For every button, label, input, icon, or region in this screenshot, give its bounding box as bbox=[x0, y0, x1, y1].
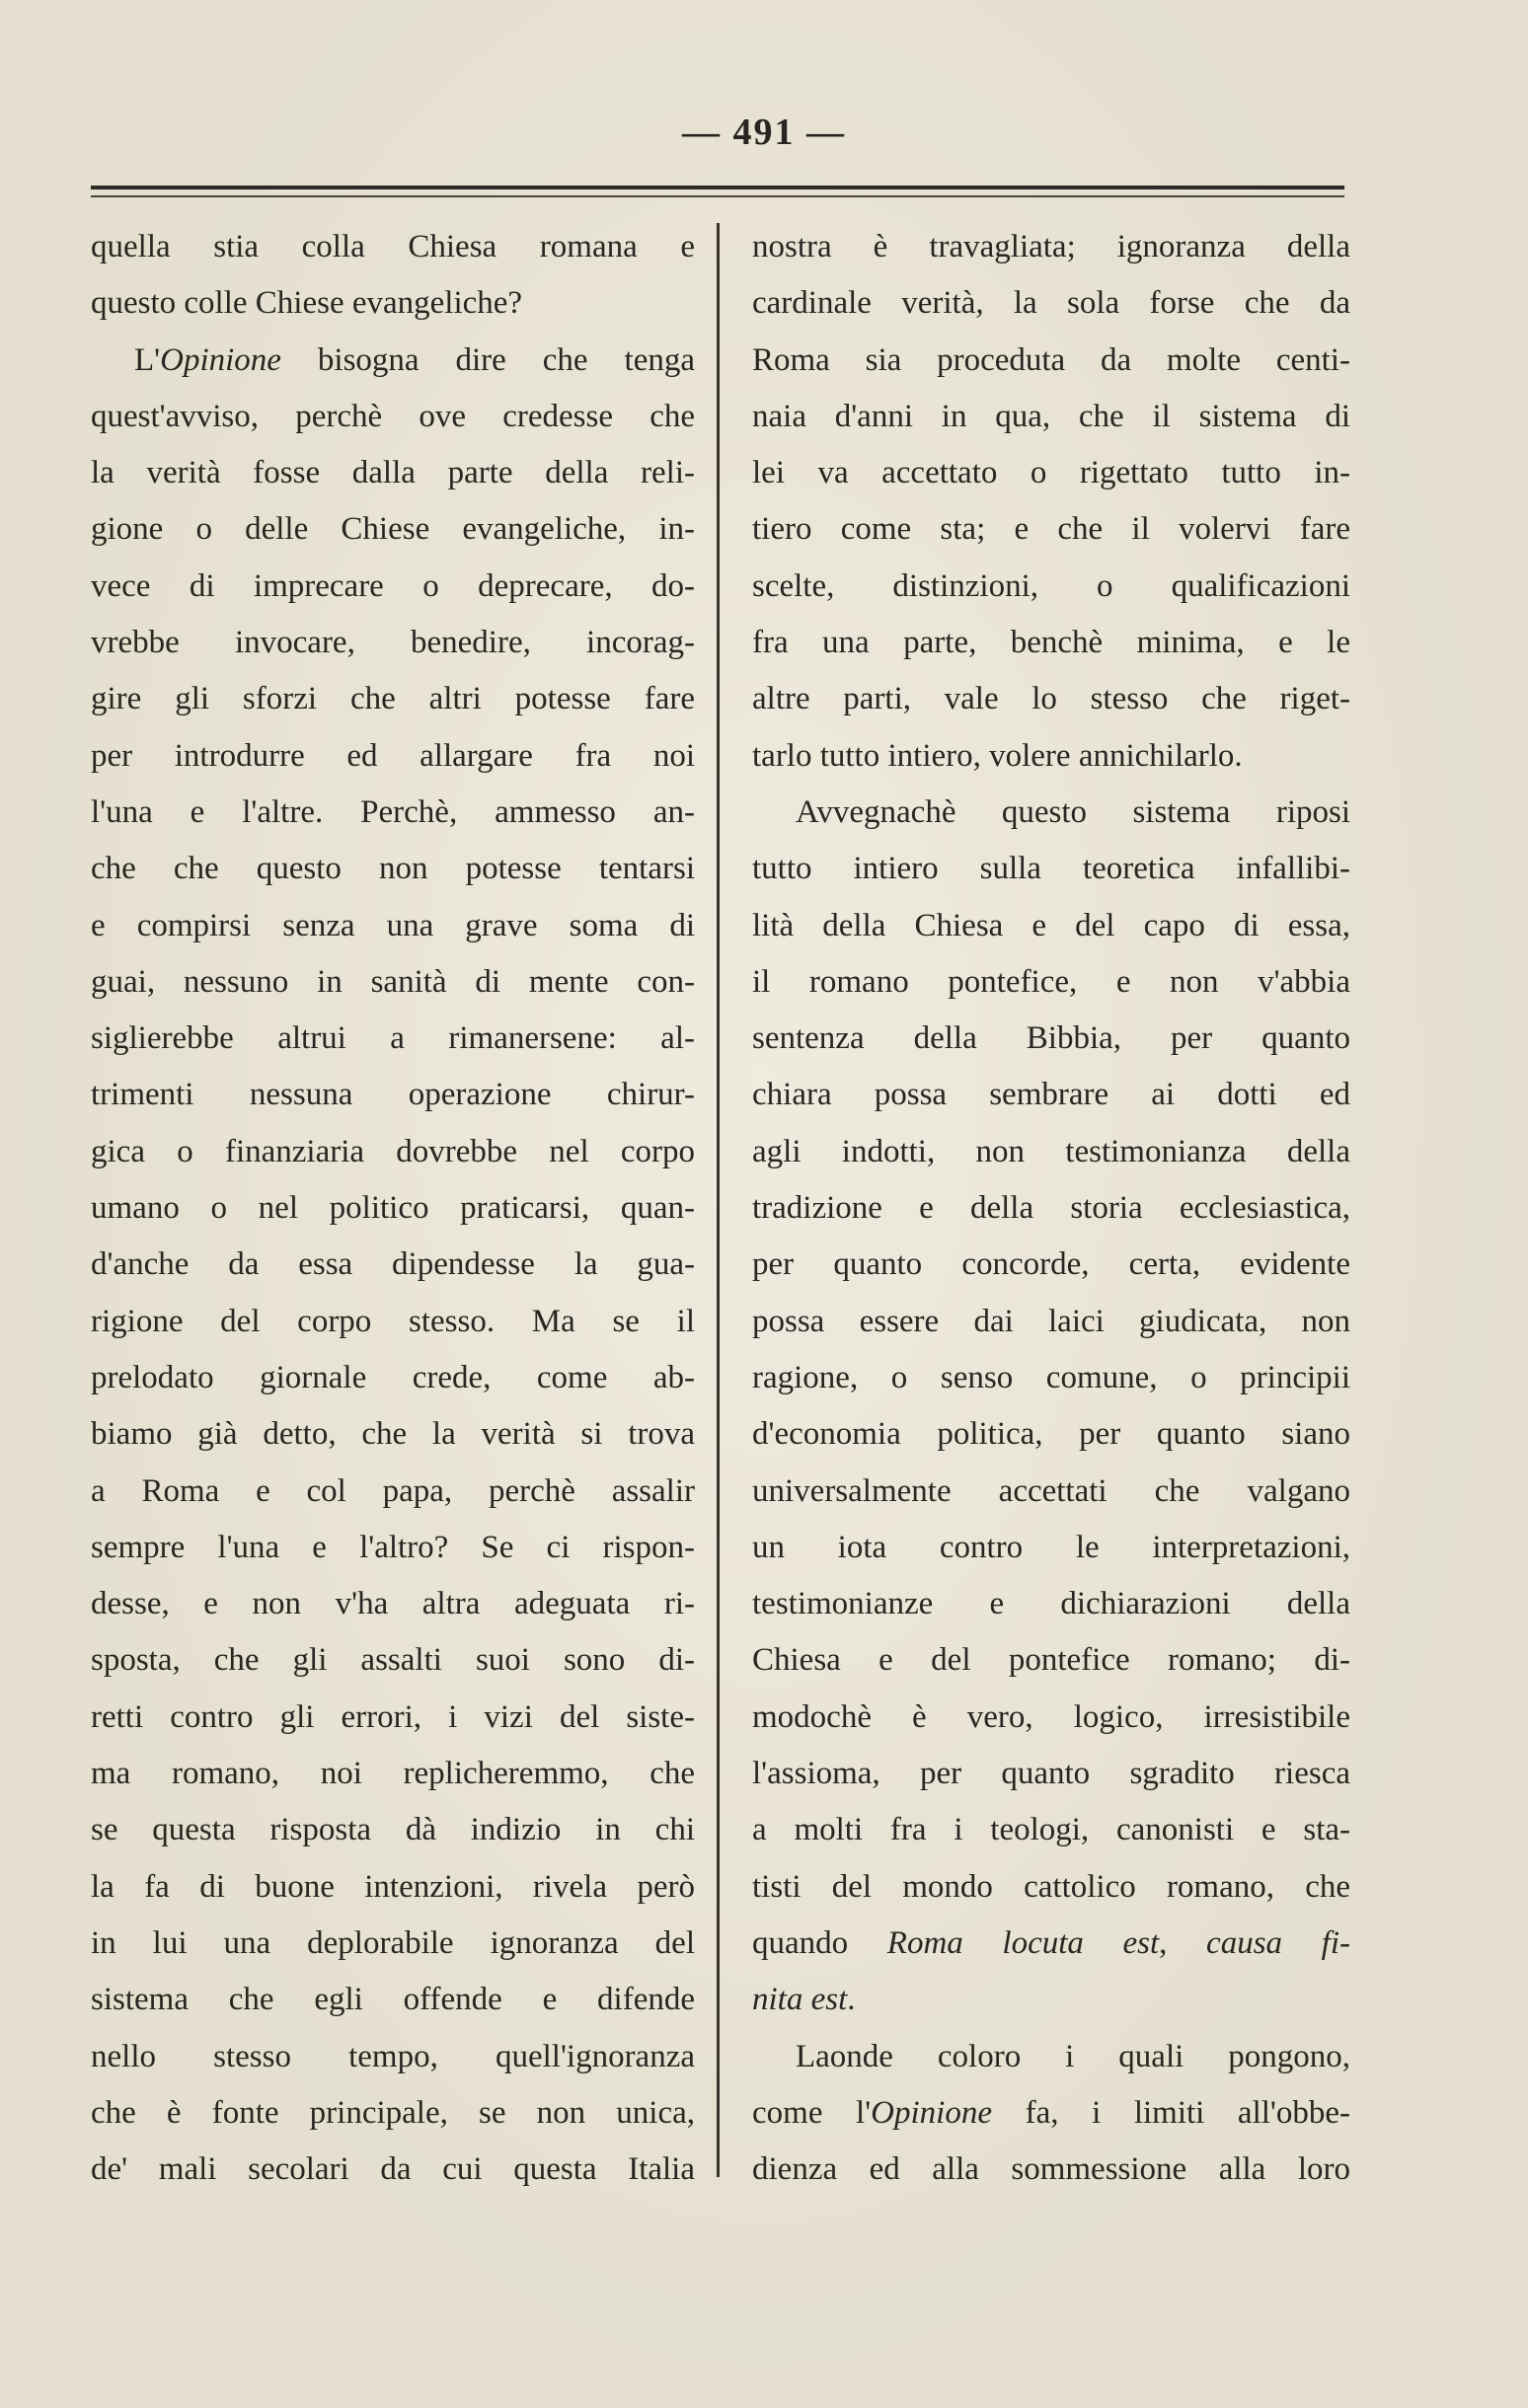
text-segment: sempre l'una e l'altro? Se ci rispon- bbox=[91, 1529, 695, 1565]
text-segment: biamo già detto, che la verità si trova bbox=[91, 1416, 695, 1453]
text-line bbox=[91, 1067, 695, 1123]
text-line bbox=[752, 1972, 1350, 2028]
text-line bbox=[91, 1124, 695, 1180]
text-line bbox=[91, 1916, 695, 1972]
text-segment: testimonianze e dichiarazioni della bbox=[752, 1586, 1350, 1622]
left-column bbox=[91, 219, 695, 2198]
text-segment: L' bbox=[134, 341, 161, 378]
text-segment: fa, i limiti all'obbe- bbox=[992, 2094, 1350, 2131]
text-segment: Avvegnachè questo sistema riposi bbox=[796, 793, 1350, 830]
text-line bbox=[752, 275, 1350, 332]
text-line bbox=[752, 2142, 1350, 2198]
text-line bbox=[752, 1011, 1350, 1067]
text-segment: tiero come sta; e che il volervi fare bbox=[752, 511, 1350, 548]
text-segment: naia d'anni in qua, che il sistema di bbox=[752, 398, 1350, 434]
text-segment: d'anche da essa dipendesse la gua- bbox=[91, 1246, 695, 1283]
text-line bbox=[752, 785, 1350, 841]
text-line bbox=[91, 559, 695, 615]
text-line bbox=[752, 1859, 1350, 1916]
text-segment: che è fonte principale, se non unica, bbox=[91, 2094, 695, 2131]
text-line bbox=[752, 898, 1350, 954]
text-line bbox=[91, 1464, 695, 1520]
text-segment: bisogna dire che tenga bbox=[280, 341, 695, 378]
text-line bbox=[752, 445, 1350, 501]
text-segment: sistema che egli offende e difende bbox=[91, 1982, 695, 2018]
text-segment: d'economia politica, per quanto siano bbox=[752, 1416, 1350, 1453]
text-line bbox=[91, 1294, 695, 1350]
text-line bbox=[91, 1632, 695, 1689]
text-segment: quando bbox=[752, 1924, 887, 1961]
text-line bbox=[752, 1406, 1350, 1463]
text-line bbox=[752, 1746, 1350, 1802]
right-column bbox=[752, 219, 1350, 2198]
text-line bbox=[91, 275, 695, 332]
text-line bbox=[91, 1406, 695, 1463]
text-line bbox=[91, 1350, 695, 1406]
text-line bbox=[752, 333, 1350, 389]
text-segment: retti contro gli errori, i vizi del siste- bbox=[91, 1698, 695, 1735]
text-line bbox=[91, 1011, 695, 1067]
text-segment: come l' bbox=[752, 2094, 872, 2131]
text-segment: lità della Chiesa e del capo di essa, bbox=[752, 907, 1350, 943]
text-segment: quella stia colla Chiesa romana e bbox=[91, 229, 695, 264]
text-segment: tradizione e della storia ecclesiastica, bbox=[752, 1190, 1350, 1227]
text-segment: dienza ed alla sommessione alla loro bbox=[752, 2151, 1350, 2188]
text-segment: altre parti, vale lo stesso che riget- bbox=[752, 681, 1350, 717]
text-line bbox=[752, 728, 1350, 785]
text-segment: prelodato giornale crede, come ab- bbox=[91, 1359, 695, 1395]
text-line bbox=[91, 1972, 695, 2028]
italic-text: causa fi- bbox=[1206, 1924, 1350, 1961]
text-segment: agli indotti, non testimonianza della bbox=[752, 1133, 1350, 1169]
text-line bbox=[752, 954, 1350, 1011]
text-line bbox=[752, 615, 1350, 671]
text-segment: possa essere dai laici giudicata, non bbox=[752, 1303, 1350, 1339]
text-line bbox=[752, 1520, 1350, 1576]
text-line bbox=[91, 728, 695, 785]
page-number: — 491 — bbox=[682, 112, 846, 153]
text-line bbox=[752, 1916, 1350, 1972]
text-segment: ragione, o senso comune, o principii bbox=[752, 1359, 1350, 1395]
text-line bbox=[752, 2029, 1350, 2085]
text-line bbox=[91, 219, 695, 275]
text-segment: trimenti nessuna operazione chirur- bbox=[91, 1077, 695, 1113]
text-line bbox=[752, 1124, 1350, 1180]
italic-text: Roma locuta est bbox=[886, 1924, 1160, 1961]
text-line bbox=[752, 1180, 1350, 1237]
text-segment: chiara possa sembrare ai dotti ed bbox=[752, 1077, 1350, 1113]
text-line bbox=[91, 1576, 695, 1632]
text-segment: nello stesso tempo, quell'ignoranza bbox=[91, 2038, 695, 2074]
text-line bbox=[91, 841, 695, 897]
text-line bbox=[752, 1294, 1350, 1350]
text-segment: tisti del mondo cattolico romano, che bbox=[752, 1868, 1350, 1905]
text-line bbox=[91, 2142, 695, 2198]
text-line bbox=[752, 1067, 1350, 1123]
text-segment: che che questo non potesse tentarsi bbox=[91, 851, 695, 887]
text-segment: siglierebbe altrui a rimanersene: al- bbox=[91, 1020, 695, 1057]
text-segment: rigione del corpo stesso. Ma se il bbox=[91, 1303, 695, 1339]
text-segment: il romano pontefice, e non v'abbia bbox=[752, 963, 1350, 1000]
text-segment: lei va accettato o rigettato tutto in- bbox=[752, 455, 1350, 491]
text-line bbox=[752, 501, 1350, 558]
text-segment: nostra è travagliata; ignoranza della bbox=[752, 229, 1350, 264]
text-line bbox=[752, 2085, 1350, 2142]
text-segment: tarlo tutto intiero, volere annichilarlo. bbox=[752, 737, 1243, 774]
text-line bbox=[91, 1520, 695, 1576]
text-line bbox=[91, 1180, 695, 1237]
text-line bbox=[752, 1632, 1350, 1689]
text-line bbox=[91, 2085, 695, 2142]
text-segment: a Roma e col papa, perchè assalir bbox=[91, 1472, 695, 1509]
text-segment: umano o nel politico praticarsi, quan- bbox=[91, 1190, 695, 1227]
header-rule-thick bbox=[91, 186, 1344, 189]
italic-text: Opinione bbox=[871, 2094, 992, 2131]
text-line bbox=[91, 671, 695, 727]
text-line bbox=[752, 1802, 1350, 1858]
text-segment: la fa di buone intenzioni, rivela però bbox=[91, 1868, 695, 1905]
text-segment: un iota contro le interpretazioni, bbox=[752, 1529, 1350, 1565]
text-segment: Roma sia proceduta da molte centi- bbox=[752, 341, 1350, 378]
header-rule-thin bbox=[91, 195, 1344, 197]
text-line bbox=[91, 954, 695, 1011]
text-segment: . bbox=[847, 1982, 856, 2018]
text-segment: fra una parte, benchè minima, e le bbox=[752, 625, 1350, 661]
text-line bbox=[752, 841, 1350, 897]
text-line bbox=[91, 1802, 695, 1858]
text-segment: scelte, distinzioni, o qualificazioni bbox=[752, 567, 1350, 604]
text-segment: Laonde coloro i quali pongono, bbox=[796, 2038, 1350, 2074]
text-line bbox=[91, 785, 695, 841]
text-segment: universalmente accettati che valgano bbox=[752, 1472, 1350, 1509]
text-line bbox=[91, 1690, 695, 1746]
text-segment: e compirsi senza una grave soma di bbox=[91, 907, 695, 943]
text-segment: ma romano, noi replicheremmo, che bbox=[91, 1756, 695, 1792]
text-line bbox=[91, 615, 695, 671]
text-segment: modochè è vero, logico, irresistibile bbox=[752, 1698, 1350, 1735]
text-line bbox=[752, 559, 1350, 615]
text-line bbox=[91, 445, 695, 501]
italic-text: nita est bbox=[752, 1982, 848, 2018]
text-segment: se questa risposta dà indizio in chi bbox=[91, 1812, 695, 1848]
text-segment: sentenza della Bibbia, per quanto bbox=[752, 1020, 1350, 1057]
text-segment: guai, nessuno in sanità di mente con- bbox=[91, 963, 695, 1000]
text-line bbox=[91, 1859, 695, 1916]
text-line bbox=[91, 1746, 695, 1802]
text-segment: l'assioma, per quanto sgradito riesca bbox=[752, 1756, 1350, 1792]
text-segment: per quanto concorde, certa, evidente bbox=[752, 1246, 1350, 1283]
text-line bbox=[752, 1690, 1350, 1746]
text-segment: de' mali secolari da cui questa Italia bbox=[91, 2151, 695, 2188]
text-segment: desse, e non v'ha altra adeguata ri- bbox=[91, 1586, 695, 1622]
text-line bbox=[752, 1464, 1350, 1520]
text-line bbox=[752, 389, 1350, 445]
text-segment: gione o delle Chiese evangeliche, in- bbox=[91, 511, 695, 548]
text-segment: gire gli sforzi che altri potesse fare bbox=[91, 681, 695, 717]
text-segment: a molti fra i teologi, canonisti e sta- bbox=[752, 1812, 1350, 1848]
text-segment: per introdurre ed allargare fra noi bbox=[91, 737, 695, 774]
text-segment: , bbox=[1159, 1924, 1207, 1961]
text-segment: vece di imprecare o deprecare, do- bbox=[91, 567, 695, 604]
text-line bbox=[91, 2029, 695, 2085]
text-line bbox=[91, 501, 695, 558]
text-segment: in lui una deplorabile ignoranza del bbox=[91, 1924, 695, 1961]
text-segment: vrebbe invocare, benedire, incorag- bbox=[91, 625, 695, 661]
text-segment: sposta, che gli assalti suoi sono di- bbox=[91, 1642, 695, 1679]
text-segment: l'una e l'altre. Perchè, ammesso an- bbox=[91, 793, 695, 830]
text-line bbox=[752, 1237, 1350, 1293]
text-segment: cardinale verità, la sola forse che da bbox=[752, 285, 1350, 322]
text-line bbox=[91, 389, 695, 445]
text-segment: Chiesa e del pontefice romano; di- bbox=[752, 1642, 1350, 1679]
text-segment: tutto intiero sulla teoretica infallibi- bbox=[752, 851, 1350, 887]
text-line bbox=[752, 1576, 1350, 1632]
text-line bbox=[752, 671, 1350, 727]
text-line bbox=[91, 898, 695, 954]
text-segment: quest'avviso, perchè ove credesse che bbox=[91, 398, 695, 434]
text-segment: questo colle Chiese evangeliche? bbox=[91, 285, 523, 322]
text-line bbox=[91, 1237, 695, 1293]
text-segment: la verità fosse dalla parte della reli- bbox=[91, 455, 695, 491]
text-line bbox=[752, 219, 1350, 275]
text-segment: gica o finanziaria dovrebbe nel corpo bbox=[91, 1133, 695, 1169]
italic-text: Opinione bbox=[160, 341, 281, 378]
text-line bbox=[91, 333, 695, 389]
column-divider bbox=[717, 223, 720, 2177]
text-line bbox=[752, 1350, 1350, 1406]
